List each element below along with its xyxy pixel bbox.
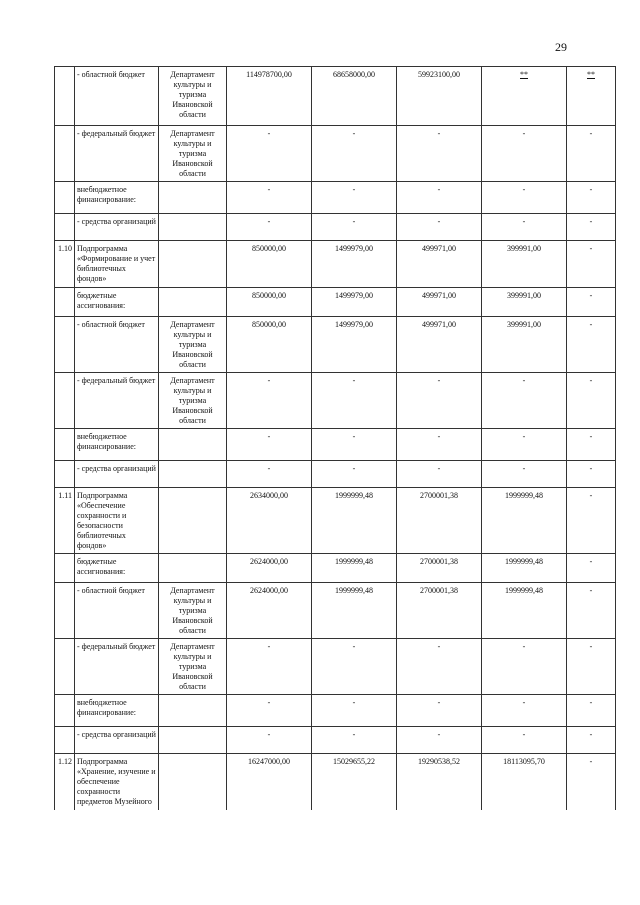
executor-cell — [159, 727, 227, 754]
amount-cell: - — [227, 639, 312, 695]
amount-cell: - — [567, 639, 616, 695]
amount-cell: - — [312, 461, 397, 488]
amount-cell: 15029655,22 — [312, 754, 397, 810]
amount-cell: - — [482, 639, 567, 695]
amount-cell: 2700001,38 — [397, 488, 482, 554]
amount-cell: - — [567, 182, 616, 214]
executor-cell — [159, 241, 227, 288]
table-row — [55, 373, 616, 429]
table-row — [55, 727, 616, 754]
row-name-cell: - областной бюджет — [75, 317, 159, 373]
amount-cell: - — [227, 695, 312, 727]
executor-cell — [159, 695, 227, 727]
amount-cell: - — [482, 182, 567, 214]
row-name-cell: - областной бюджет — [75, 583, 159, 639]
row-number-cell — [55, 727, 75, 754]
executor-cell: Департамент культуры и туризма Ивановской области — [159, 373, 227, 429]
row-number-cell — [55, 67, 75, 126]
amount-cell: 1499979,00 — [312, 241, 397, 288]
amount-cell: - — [482, 695, 567, 727]
row-number-cell: 1.10 — [55, 241, 75, 288]
row-name-cell: внебюджетное финансирование: — [75, 429, 159, 461]
amount-cell: - — [397, 214, 482, 241]
row-name-cell: - федеральный бюджет — [75, 639, 159, 695]
amount-cell: 16247000,00 — [227, 754, 312, 810]
amount-cell: - — [567, 317, 616, 373]
amount-cell: - — [312, 429, 397, 461]
row-name-cell: - федеральный бюджет — [75, 373, 159, 429]
budget-table — [54, 66, 616, 810]
table-row — [55, 214, 616, 241]
amount-cell: - — [567, 373, 616, 429]
row-name-cell: внебюджетное финансирование: — [75, 695, 159, 727]
amount-cell: - — [397, 429, 482, 461]
table-row — [55, 288, 616, 317]
amount-cell: - — [227, 182, 312, 214]
amount-cell: - — [397, 695, 482, 727]
amount-cell: - — [312, 373, 397, 429]
row-number-cell — [55, 429, 75, 461]
amount-cell: - — [312, 639, 397, 695]
amount-cell: - — [482, 429, 567, 461]
table-row — [55, 126, 616, 182]
amount-cell: - — [482, 461, 567, 488]
amount-cell: 2700001,38 — [397, 583, 482, 639]
amount-cell: - — [482, 214, 567, 241]
amount-cell: - — [227, 429, 312, 461]
amount-cell: - — [397, 461, 482, 488]
amount-cell: - — [567, 488, 616, 554]
amount-cell: 499971,00 — [397, 317, 482, 373]
table-row — [55, 182, 616, 214]
amount-cell: 399991,00 — [482, 241, 567, 288]
row-name-cell: - средства организаций — [75, 461, 159, 488]
row-name-cell: Подпрограмма «Обеспечение сохранности и безопасности библиотечных фондов» — [75, 488, 159, 554]
row-number-cell: 1.11 — [55, 488, 75, 554]
row-name-cell: - средства организаций — [75, 214, 159, 241]
table-row — [55, 241, 616, 288]
executor-cell — [159, 461, 227, 488]
amount-cell: 68658000,00 — [312, 67, 397, 126]
executor-cell — [159, 429, 227, 461]
amount-cell: - — [567, 429, 616, 461]
amount-cell: - — [567, 727, 616, 754]
row-number-cell — [55, 288, 75, 317]
row-name-cell: - средства организаций — [75, 727, 159, 754]
amount-cell: - — [567, 583, 616, 639]
amount-cell: 18113095,70 — [482, 754, 567, 810]
table-row — [55, 488, 616, 554]
page-number: 29 — [555, 40, 567, 54]
row-number-cell — [55, 461, 75, 488]
row-number-cell — [55, 126, 75, 182]
amount-cell: 19290538,52 — [397, 754, 482, 810]
amount-cell: 1999999,48 — [482, 554, 567, 583]
amount-cell: 850000,00 — [227, 288, 312, 317]
amount-cell: 1999999,48 — [312, 554, 397, 583]
amount-cell: 1999999,48 — [482, 583, 567, 639]
row-number-cell — [55, 583, 75, 639]
amount-cell: 1499979,00 — [312, 288, 397, 317]
amount-cell: - — [567, 461, 616, 488]
row-number-cell — [55, 317, 75, 373]
amount-cell: - — [227, 214, 312, 241]
amount-cell: 1999999,48 — [312, 488, 397, 554]
amount-cell: 499971,00 — [397, 241, 482, 288]
amount-cell: - — [397, 182, 482, 214]
table-row — [55, 639, 616, 695]
executor-cell — [159, 182, 227, 214]
amount-cell: - — [397, 727, 482, 754]
executor-cell: Департамент культуры и туризма Ивановской области — [159, 67, 227, 126]
table-row — [55, 754, 616, 810]
amount-cell: - — [567, 554, 616, 583]
executor-cell — [159, 288, 227, 317]
amount-cell: 2700001,38 — [397, 554, 482, 583]
table-row — [55, 67, 616, 126]
row-number-cell — [55, 639, 75, 695]
amount-cell: 2624000,00 — [227, 583, 312, 639]
amount-cell: 2634000,00 — [227, 488, 312, 554]
amount-cell: 850000,00 — [227, 241, 312, 288]
row-number-cell — [55, 182, 75, 214]
amount-cell: - — [227, 126, 312, 182]
amount-cell: - — [567, 288, 616, 317]
row-name-cell: Подпрограмма «Формирование и учет библиотечных фондов» — [75, 241, 159, 288]
row-name-cell: Подпрограмма «Хранение, изучение и обеспечение сохранности предметов Музейного — [75, 754, 159, 810]
row-name-cell: - федеральный бюджет — [75, 126, 159, 182]
executor-cell: Департамент культуры и туризма Ивановской области — [159, 317, 227, 373]
amount-cell: 2624000,00 — [227, 554, 312, 583]
table-row — [55, 695, 616, 727]
executor-cell: Департамент культуры и туризма Ивановской области — [159, 639, 227, 695]
row-number-cell — [55, 373, 75, 429]
amount-cell: - — [482, 727, 567, 754]
amount-cell: 499971,00 — [397, 288, 482, 317]
row-number-cell: 1.12 — [55, 754, 75, 810]
amount-cell: 1499979,00 — [312, 317, 397, 373]
amount-cell: - — [397, 639, 482, 695]
amount-cell: - — [397, 373, 482, 429]
amount-cell: - — [312, 727, 397, 754]
amount-cell: - — [567, 214, 616, 241]
amount-cell: ** — [482, 67, 567, 126]
table-row — [55, 583, 616, 639]
amount-cell: - — [312, 695, 397, 727]
executor-cell — [159, 754, 227, 810]
executor-cell — [159, 214, 227, 241]
table-row — [55, 461, 616, 488]
amount-cell: - — [227, 727, 312, 754]
amount-cell: - — [397, 126, 482, 182]
row-name-cell: внебюджетное финансирование: — [75, 182, 159, 214]
amount-cell: 850000,00 — [227, 317, 312, 373]
table-row — [55, 554, 616, 583]
amount-cell: - — [227, 461, 312, 488]
amount-cell: - — [567, 754, 616, 810]
row-name-cell: - областной бюджет — [75, 67, 159, 126]
row-name-cell: бюджетные ассигнования: — [75, 554, 159, 583]
amount-cell: - — [567, 126, 616, 182]
executor-cell: Департамент культуры и туризма Ивановской области — [159, 583, 227, 639]
executor-cell — [159, 554, 227, 583]
amount-cell: - — [312, 182, 397, 214]
amount-cell: - — [567, 241, 616, 288]
amount-cell: 1999999,48 — [482, 488, 567, 554]
row-number-cell — [55, 214, 75, 241]
amount-cell: ** — [567, 67, 616, 126]
executor-cell — [159, 488, 227, 554]
amount-cell: 399991,00 — [482, 317, 567, 373]
table-row — [55, 317, 616, 373]
amount-cell: - — [312, 126, 397, 182]
amount-cell: - — [567, 695, 616, 727]
amount-cell: 114978700,00 — [227, 67, 312, 126]
row-name-cell: бюджетные ассигнования: — [75, 288, 159, 317]
amount-cell: - — [312, 214, 397, 241]
row-number-cell — [55, 695, 75, 727]
amount-cell: - — [482, 126, 567, 182]
amount-cell: - — [227, 373, 312, 429]
executor-cell: Департамент культуры и туризма Ивановской области — [159, 126, 227, 182]
amount-cell: - — [482, 373, 567, 429]
amount-cell: 1999999,48 — [312, 583, 397, 639]
amount-cell: 59923100,00 — [397, 67, 482, 126]
amount-cell: 399991,00 — [482, 288, 567, 317]
table-row — [55, 429, 616, 461]
row-number-cell — [55, 554, 75, 583]
